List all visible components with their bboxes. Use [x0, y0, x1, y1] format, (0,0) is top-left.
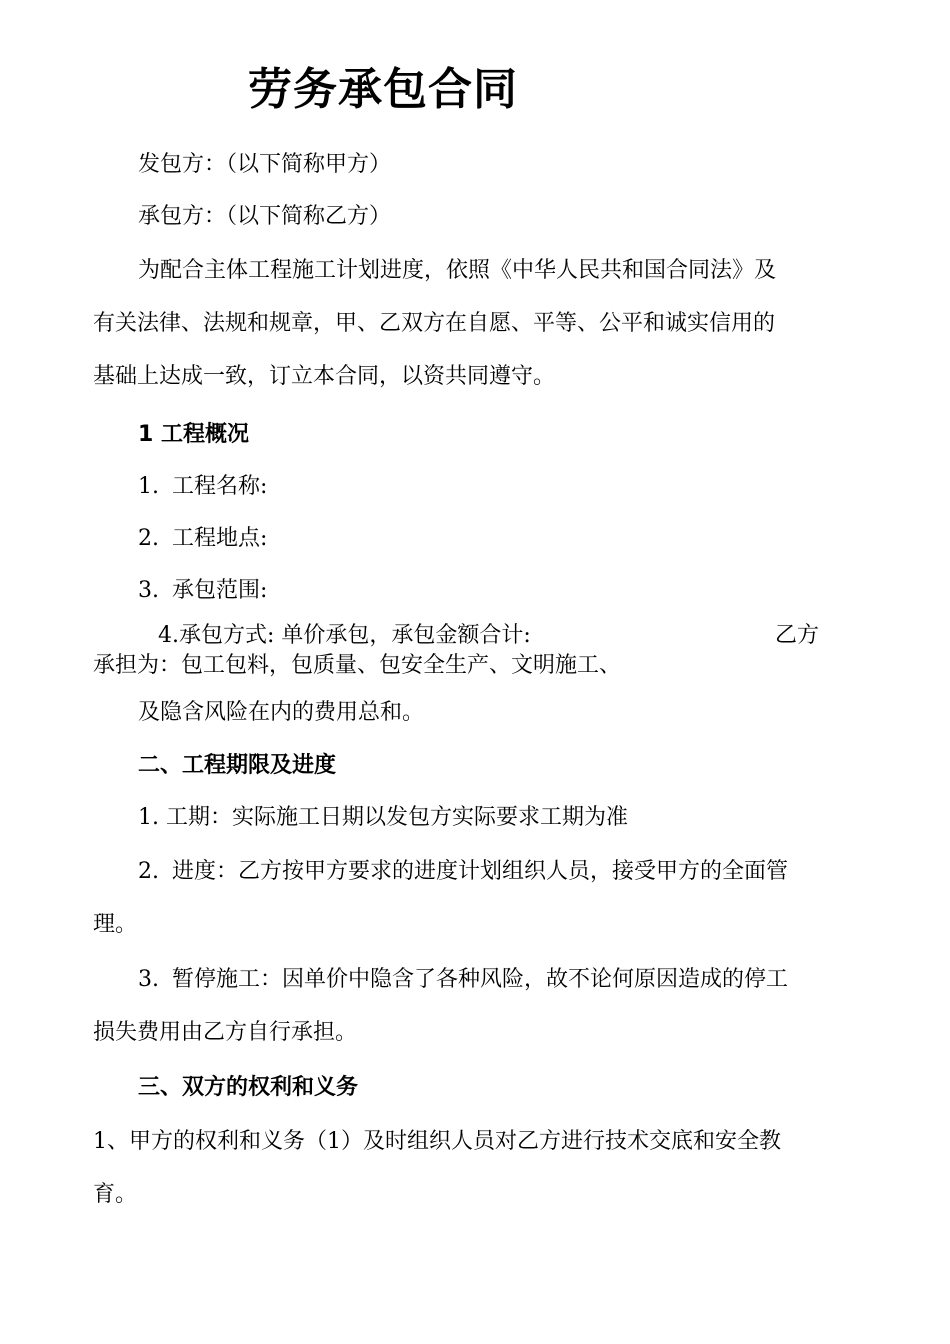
list-item-number: 4.: [158, 623, 179, 648]
section-2-item-2: [138, 857, 788, 887]
list-item-4-line-2: 承担为：包工包料，包质量、包安全生产、文明施工、: [93, 653, 622, 678]
list-item-number: 2.: [138, 859, 159, 884]
list-item-number: 3.: [138, 578, 159, 603]
list-item-number: 1.: [138, 474, 159, 499]
list-item: [138, 472, 267, 502]
section-2-item-3: [138, 965, 788, 995]
list-item-text: 进度：乙方按甲方要求的进度计划组织人员，接受甲方的全面管: [172, 859, 789, 884]
section-2-heading: 二、工程期限及进度: [138, 753, 337, 778]
list-item-4-line-3: 及隐含风险在内的费用总和。: [138, 700, 425, 725]
list-item-4: [158, 621, 531, 651]
party-a-line: 发包方：（以下简称甲方）: [138, 152, 392, 177]
list-item-text: 暂停施工：因单价中隐含了各种风险，故不论何原因造成的停工: [172, 967, 789, 992]
list-item-text: 承包方式: 单价承包，承包金额合计:: [179, 623, 531, 648]
list-item-number: 3.: [138, 967, 159, 992]
list-item: [138, 576, 267, 606]
party-b-line: 承包方：（以下简称乙方）: [138, 204, 392, 229]
list-item-text: 工程名称:: [172, 474, 268, 499]
intro-line-2: 有关法律、法规和规章，甲、乙双方在自愿、平等、公平和诚实信用的: [93, 311, 776, 336]
list-item: [138, 524, 267, 554]
section-1-heading: 1 工程概况: [138, 422, 249, 447]
document-title: 劳务承包合同: [248, 64, 518, 115]
list-item-number: 2.: [138, 526, 159, 551]
intro-line-1: 为配合主体工程施工计划进度，依照《中华人民共和国合同法》及: [138, 258, 777, 283]
section-3-item-1-line-2: 育。: [93, 1182, 138, 1207]
section-3-item-1-line-1: 1、甲方的权利和义务（1）及时组织人员对乙方进行技术交底和安全教: [93, 1129, 781, 1154]
list-item-4-right-text: 乙方: [775, 623, 820, 648]
section-2-item-1: 1. 工期：实际施工日期以发包方实际要求工期为准: [138, 805, 628, 830]
section-2-item-2-continuation: 理。: [93, 912, 138, 937]
section-3-heading: 三、双方的权利和义务: [138, 1075, 359, 1100]
list-item-text: 承包范围:: [172, 578, 268, 603]
section-2-item-3-continuation: 损失费用由乙方自行承担。: [93, 1020, 358, 1045]
intro-line-3: 基础上达成一致，订立本合同，以资共同遵守。: [93, 364, 556, 389]
list-item-text: 工程地点:: [172, 526, 268, 551]
